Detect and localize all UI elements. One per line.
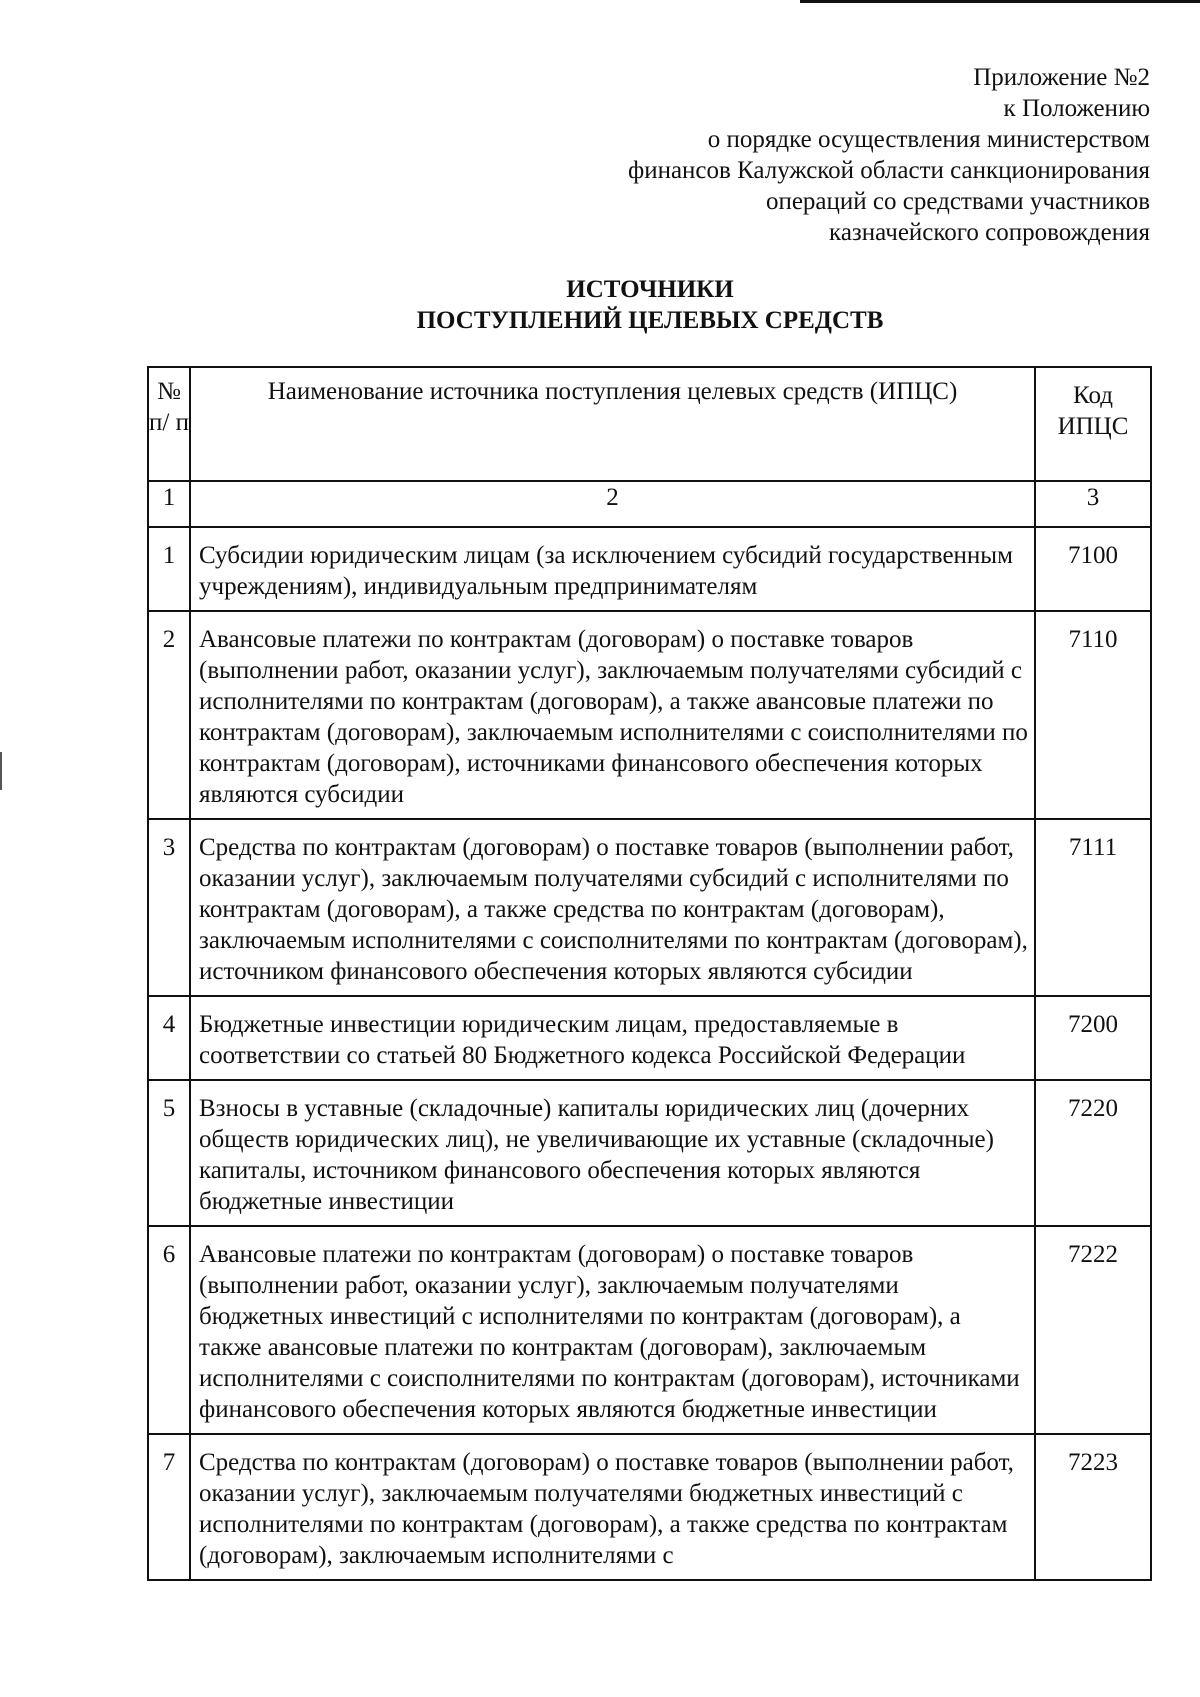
row-number: 3 [148, 819, 190, 996]
table-row [148, 527, 1151, 611]
row-number: 5 [148, 1080, 190, 1226]
appendix-line: к Положению [1003, 95, 1150, 122]
table-header-row [148, 367, 1151, 481]
row-code: 7222 [1035, 1226, 1151, 1434]
row-number: 1 [148, 527, 190, 611]
title-line-2: ПОСТУПЛЕНИЙ ЦЕЛЕВЫХ СРЕДСТВ [416, 307, 884, 334]
appendix-line: казначейского сопровождения [829, 219, 1150, 246]
header-source-name: Наименование источника поступления целевых средств (ИПЦС) [190, 367, 1035, 481]
table-row [148, 1226, 1151, 1434]
appendix-line: о порядке осуществления министерством [707, 126, 1150, 153]
sources-table [147, 366, 1152, 1581]
row-source-name: Средства по контрактам (договорам) о поставке товаров (выполнении работ, оказании услуг), заключаемым получателями бюджетных инвестиций с исполнителями по контрактам (договорам), а также средства по контрактам (договорам), заключаемым исполнителями с [190, 1434, 1035, 1580]
row-code: 7100 [1035, 527, 1151, 611]
row-source-name: Авансовые платежи по контрактам (договорам) о поставке товаров (выполнении работ, оказании услуг), заключаемым получателями субсидий с исполнителями по контрактам (договорам), а также авансовые платежи по контрактам (договорам), заключаемым исполнителями с соисполнителями по контрактам (договорам), источниками финансового обеспечения которых являются субсидии [190, 611, 1035, 819]
scan-edge-mark [0, 752, 2, 790]
row-source-name: Взносы в уставные (складочные) капиталы юридических лиц (дочерних обществ юридических лиц), не увеличивающие их уставные (складочные) капиталы, источником финансового обеспечения которых являются бюджетные инвестиции [190, 1080, 1035, 1226]
row-code: 7111 [1035, 819, 1151, 996]
row-number: 2 [148, 611, 190, 819]
column-index: 1 [148, 481, 190, 527]
row-source-name: Авансовые платежи по контрактам (договорам) о поставке товаров (выполнении работ, оказании услуг), заключаемым получателями бюджетных инвестиций с исполнителями по контрактам (договорам), а также авансовые платежи по контрактам (договорам), заключаемым исполнителями с соисполнителями по контрактам (договорам), источниками финансового обеспечения которых являются бюджетные инвестиции [190, 1226, 1035, 1434]
header-code: Код ИПЦС [1035, 367, 1151, 481]
scan-border-line [800, 0, 1200, 3]
table-row [148, 1080, 1151, 1226]
appendix-header [628, 62, 1150, 248]
column-index-row [148, 481, 1151, 527]
column-index: 3 [1035, 481, 1151, 527]
row-source-name: Субсидии юридическим лицам (за исключением субсидий государственным учреждениям), индивидуальным предпринимателям [190, 527, 1035, 611]
row-code: 7220 [1035, 1080, 1151, 1226]
appendix-line: операций со средствами участников [765, 188, 1150, 215]
table-row [148, 996, 1151, 1080]
table-row [148, 819, 1151, 996]
header-number: № п/ п [148, 367, 190, 481]
row-source-name: Бюджетные инвестиции юридическим лицам, предоставляемые в соответствии со статьей 80 Бюджетного кодекса Российской Федерации [190, 996, 1035, 1080]
column-index: 2 [190, 481, 1035, 527]
row-code: 7200 [1035, 996, 1151, 1080]
row-code: 7110 [1035, 611, 1151, 819]
table-row [148, 1434, 1151, 1580]
appendix-line: финансов Калужской области санкционирования [628, 157, 1150, 184]
row-number: 7 [148, 1434, 190, 1580]
document-title [0, 274, 1200, 336]
appendix-line: Приложение №2 [973, 64, 1150, 91]
row-number: 6 [148, 1226, 190, 1434]
row-number: 4 [148, 996, 190, 1080]
row-code: 7223 [1035, 1434, 1151, 1580]
row-source-name: Средства по контрактам (договорам) о поставке товаров (выполнении работ, оказании услуг), заключаемым получателями субсидий с исполнителями по контрактам (договорам), а также средства по контрактам (договорам), заключаемым исполнителями с соисполнителями по контрактам (договорам), источником финансового обеспечения которых являются субсидии [190, 819, 1035, 996]
title-line-1: ИСТОЧНИКИ [566, 276, 734, 303]
table-row [148, 611, 1151, 819]
